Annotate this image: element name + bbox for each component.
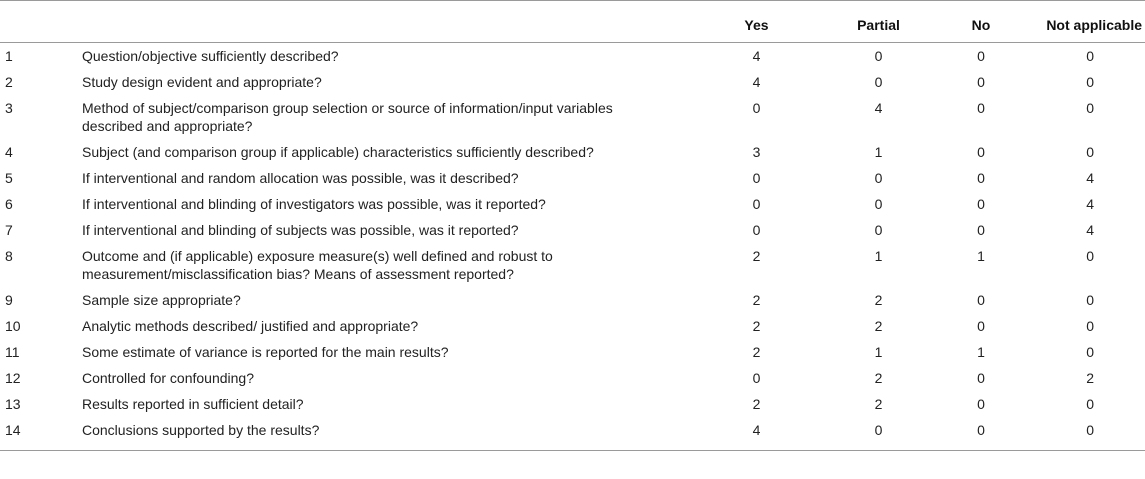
row-not-applicable-count: 4 [1086,170,1094,186]
row-yes-count: 0 [752,222,761,238]
row-yes-count: 3 [752,144,761,160]
row-yes-count: 0 [752,100,761,116]
row-number: 8 [5,248,13,264]
row-not-applicable-count: 4 [1086,196,1094,212]
row-not-applicable-count: 0 [1086,48,1094,64]
header-num [0,1,82,43]
row-number: 14 [0,417,82,451]
row-number: 4 [5,144,13,160]
table-header [0,1,1145,43]
table-row [0,287,1145,313]
row-question: Method of subject/comparison group selection or source of information/input variables described and appropriate? [82,100,613,134]
row-yes-count: 2 [752,344,761,360]
row-no-count: 0 [977,222,985,238]
row-not-applicable-count: 0 [1086,344,1094,360]
header-partial: Partial [819,1,938,43]
row-no-count: 1 [977,248,985,264]
row-no-count: 0 [977,196,985,212]
row-no-count: 0 [938,417,1024,451]
row-number: 7 [5,222,13,238]
table-body [0,43,1145,451]
row-not-applicable-count: 0 [1024,417,1145,451]
row-partial-count: 1 [874,344,883,360]
row-question: Analytic methods described/ justified and appropriate? [82,318,419,334]
row-not-applicable-count: 4 [1086,222,1094,238]
row-partial-count: 0 [874,48,883,64]
row-partial-count: 0 [874,74,883,90]
row-partial-count: 2 [874,396,883,412]
header-no: No [938,1,1024,43]
row-number: 5 [5,170,13,186]
row-partial-count: 2 [874,318,883,334]
row-yes-count: 4 [694,417,819,451]
row-no-count: 0 [977,74,985,90]
row-no-count: 1 [977,344,985,360]
row-no-count: 0 [977,170,985,186]
row-partial-count: 2 [874,370,883,386]
row-no-count: 0 [977,144,985,160]
row-question: Subject (and comparison group if applicable) characteristics sufficiently described? [82,144,594,160]
table-row [0,217,1145,243]
row-question: Results reported in sufficient detail? [82,396,304,412]
row-yes-count: 2 [752,248,761,264]
row-question: If interventional and blinding of investigators was possible, was it reported? [82,196,546,212]
table-row [0,417,1145,451]
table-row [0,69,1145,95]
table-row [0,365,1145,391]
row-yes-count: 4 [752,74,761,90]
row-partial-count: 1 [874,248,883,264]
table-row [0,313,1145,339]
row-number: 3 [5,100,13,116]
row-number: 2 [5,74,13,90]
row-question: Controlled for confounding? [82,370,255,386]
table-row [0,95,1145,139]
table-row [0,139,1145,165]
table-row [0,191,1145,217]
row-question: Question/objective sufficiently described? [82,48,339,64]
row-question: If interventional and random allocation was possible, was it described? [82,170,519,186]
row-partial-count: 4 [874,100,883,116]
row-partial-count: 0 [819,417,938,451]
row-yes-count: 2 [752,396,761,412]
row-no-count: 0 [977,292,985,308]
row-number: 6 [5,196,13,212]
header-row [0,1,1145,43]
header-yes: Yes [694,1,819,43]
row-not-applicable-count: 0 [1086,100,1094,116]
row-no-count: 0 [977,318,985,334]
row-no-count: 0 [977,396,985,412]
row-not-applicable-count: 0 [1086,396,1094,412]
row-yes-count: 0 [752,170,761,186]
row-partial-count: 0 [874,196,883,212]
row-partial-count: 0 [874,170,883,186]
row-number: 12 [5,370,21,386]
row-yes-count: 2 [752,292,761,308]
row-partial-count: 1 [874,144,883,160]
header-not-applicable: Not applicable [1024,1,1145,43]
row-not-applicable-count: 0 [1086,318,1094,334]
row-question: Some estimate of variance is reported for the main results? [82,344,449,360]
row-number: 9 [5,292,13,308]
row-question: If interventional and blinding of subjects was possible, was it reported? [82,222,519,238]
row-question: Sample size appropriate? [82,292,241,308]
header-question [82,1,694,43]
row-number: 13 [5,396,21,412]
row-yes-count: 2 [752,318,761,334]
row-question: Conclusions supported by the results? [82,417,694,451]
row-partial-count: 0 [874,222,883,238]
row-partial-count: 2 [874,292,883,308]
table-row [0,43,1145,70]
row-number: 10 [5,318,21,334]
table-row [0,391,1145,417]
row-not-applicable-count: 0 [1086,248,1094,264]
row-number: 1 [5,48,13,64]
row-question: Outcome and (if applicable) exposure measure(s) well defined and robust to measurement/misclassification bias? Means of assessment reported? [82,248,553,282]
row-not-applicable-count: 0 [1086,74,1094,90]
row-yes-count: 0 [752,370,761,386]
row-not-applicable-count: 0 [1086,292,1094,308]
table-row [0,339,1145,365]
row-yes-count: 0 [752,196,761,212]
table-row [0,243,1145,287]
row-no-count: 0 [977,48,985,64]
row-no-count: 0 [977,370,985,386]
row-question: Study design evident and appropriate? [82,74,322,90]
table-row [0,165,1145,191]
row-no-count: 0 [977,100,985,116]
row-not-applicable-count: 0 [1086,144,1094,160]
row-number: 11 [5,344,20,360]
row-not-applicable-count: 2 [1086,370,1094,386]
row-yes-count: 4 [752,48,761,64]
